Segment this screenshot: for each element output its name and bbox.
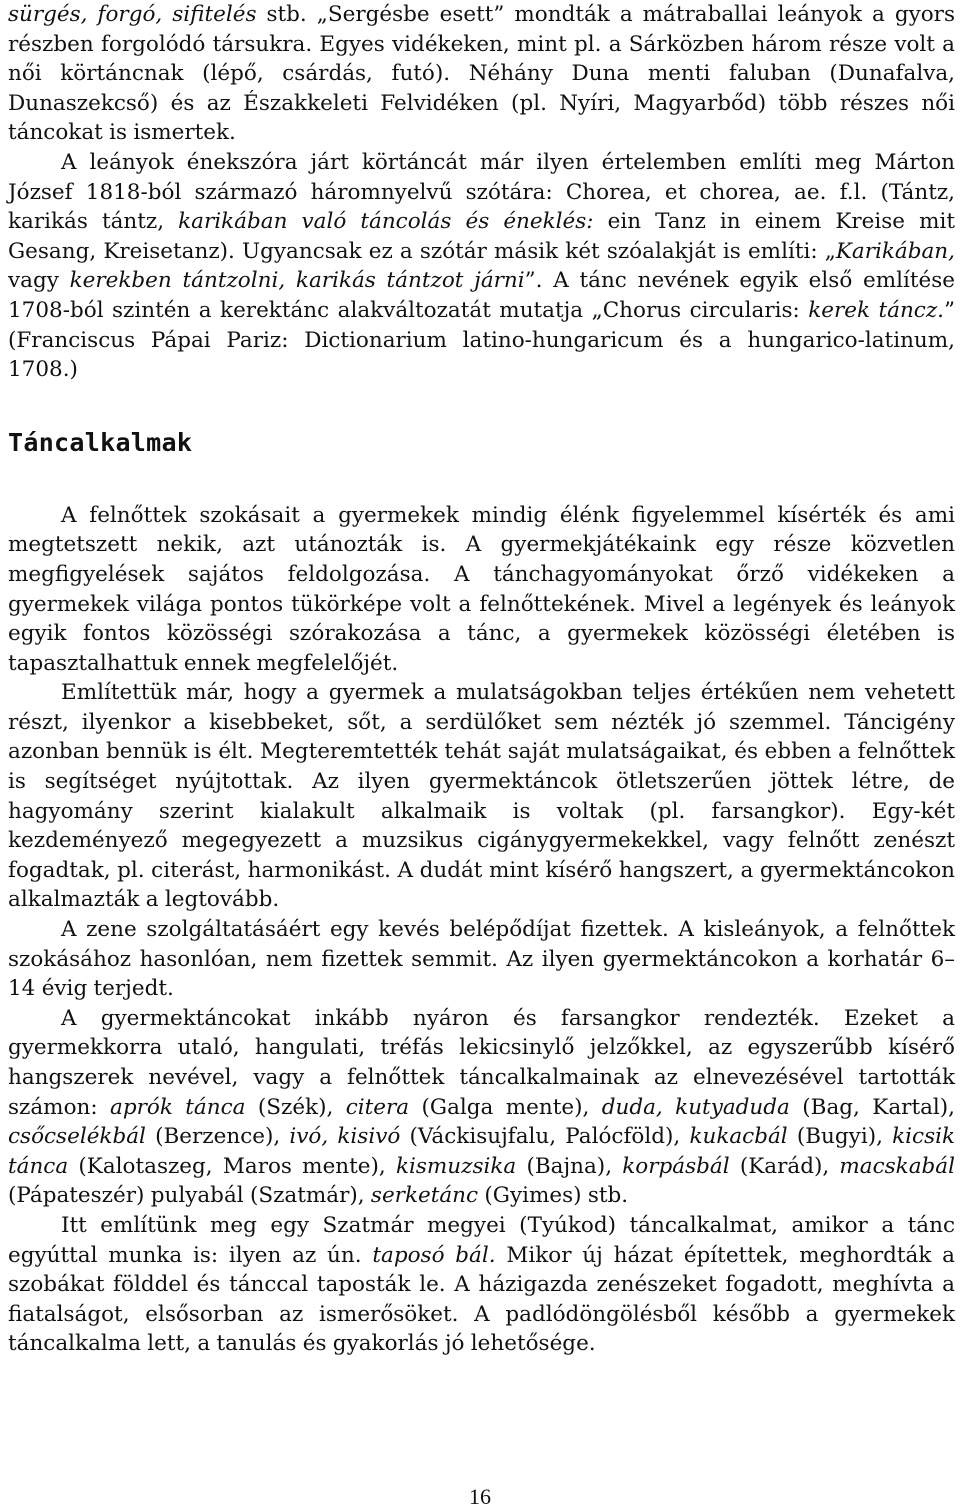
text-run: A zene szolgáltatásáért egy kevés belépődíjat fizettek. A kisleányok, a felnőttek szokásához hasonlóan, nem fizettek semmit. Az ilyen gyermektáncokon a korhatár 6–14 évig terjedt.	[8, 917, 955, 1002]
italic-text-run: korpásbál	[622, 1153, 730, 1179]
italic-text-run: ivó, kisivó	[289, 1124, 401, 1150]
text-run: (Szék),	[245, 1094, 346, 1120]
text-run: Itt említünk meg egy Szatmár megyei (Tyúkod) táncalkalmat, amikor a tánc egyúttal munka is: ilyen az ún.	[8, 1212, 955, 1268]
text-run: (Váckisujfalu, Palócföld),	[400, 1124, 690, 1150]
italic-text-run: karikában való táncolás és éneklés:	[178, 209, 594, 235]
italic-text-run: duda, kutyaduda	[601, 1094, 790, 1120]
italic-text-run: aprók tánca	[110, 1094, 246, 1120]
text-run: (Kalotaszeg, Maros mente),	[68, 1153, 396, 1179]
section-heading: Táncalkalmak	[8, 427, 193, 457]
text-run: Említettük már, hogy a gyermek a mulatságokban teljes értékűen nem vehetett részt, ilyenkor a kisebbeket, sőt, a serdülőket sem nézték jó szemmel. Táncigény azonban bennük is élt. Megteremtették tehát saját mulatságaikat, és ebben a felnőttek is segítséget nyújtottak. Az ilyen gyermektáncok ötletszerűen jöttek létre, de hagyomány szerint kialakult alkalmaik is voltak (pl. farsangkor). Egy-két kezdeményező megegyezett a muzsikus cigánygyermekekkel, vagy felnőtt zenészt fogadtak, pl. citerást, harmonikást. A dudát mint kísérő hangszert, a gyermektáncokon alkalmazták a legtovább.	[8, 680, 955, 913]
italic-text-run: sürgés, forgó, sifitelés	[8, 2, 257, 27]
text-run: (Galga mente),	[409, 1094, 602, 1120]
text-run: stb. „Sergésbe esett” mondták a mátraballai leányok a gyors részben forgolódó társukra. Egyes vidékeken, mint pl. a Sárközben három része volt a női körtáncnak (lépő, csárdás, futó). Néhány Duna menti faluban (Dunafalva, Dunaszekcső) és az Északkeleti Felvidéken (pl. Nyíri, Magyarbőd) több részes női táncokat is ismertek.	[8, 2, 955, 146]
text-run: vagy	[8, 268, 70, 294]
document-page	[8, 0, 955, 1359]
italic-text-run: kismuzsika	[395, 1153, 517, 1179]
text-run: (Karád),	[729, 1153, 840, 1179]
text-run: (Bajna),	[516, 1153, 623, 1179]
text-run: A leányok énekszóra járt körtáncát már ilyen értelemben említi meg Márton József 1818-ból származó háromnyelvű szótára: Chorea, et chorea, ae. f.l. (Tántz, karikás tántz,	[8, 149, 955, 235]
paragraph-body-2	[8, 678, 955, 915]
heading-spacer	[8, 461, 955, 501]
paragraph-body-5	[8, 1211, 955, 1359]
text-run: ” (Franciscus Pápai Pariz: Dictionarium latino-hungaricum és a hungarico-latinum, 1708.)	[8, 297, 955, 383]
italic-text-run: kerek táncz.	[808, 297, 944, 323]
italic-text-run: kerekben tántzolni, karikás tántzot járni	[69, 268, 525, 294]
paragraph-intro-1	[8, 0, 955, 148]
text-run: (Bugyi),	[787, 1124, 893, 1150]
text-run: (Gyimes) stb.	[478, 1183, 629, 1209]
paragraph-body-3	[8, 915, 955, 1004]
text-run: Mikor új házat építettek, meghordták a szobákat földdel és tánccal taposták le. A házigazda zenészeket fogadott, meghívta a fiatalságot, elsősorban az ismerősöket. A padlódöngölésből később a gyermekek táncalkalma lett, a tanulás és gyakorlás jó lehetősége.	[8, 1242, 955, 1357]
italic-text-run: macskabál	[839, 1153, 955, 1179]
italic-text-run: taposó bál.	[372, 1242, 496, 1268]
italic-text-run: kicsik tánca	[8, 1124, 956, 1179]
italic-text-run: kukacbál	[689, 1124, 788, 1150]
italic-text-run: citera	[345, 1094, 410, 1120]
text-run: (Bag, Kartal),	[789, 1094, 956, 1120]
italic-text-run: serketánc	[370, 1183, 479, 1209]
text-run: A felnőttek szokásait a gyermekek mindig élénk figyelemmel kísérték és ami megtetszett nekik, azt utánozták is. A gyermekjátékaink egy része közvetlen megfigyelések sajátos feldolgozása. A tánchagyományokat őrző vidékeken a gyermekek világa pontos tükörképe volt a felnőttekének. Mivel a legények és leányok egyik fontos közösségi szórakozása a tánc, a gyermekek közösségi életében is tapasztalhattuk ennek megfelelőjét.	[8, 502, 955, 676]
text-run: (Pápateszér) pulyabál (Szatmár),	[8, 1183, 371, 1209]
text-run: A gyermektáncokat inkább nyáron és farsangkor rendezték. Ezeket a gyermekkorra utaló, hangulati, tréfás lekicsinylő jelzőkkel, az egyszerűbb kísérő hangszerek nevével, vagy a felnőttek táncalkalmainak az elnevezésével tartották számon:	[8, 1005, 955, 1120]
italic-text-run: Karikában,	[835, 238, 955, 264]
paragraph-body-1	[8, 501, 955, 679]
text-run: ”. A tánc nevének egyik első említése 1708-ból szintén a kerektánc alakváltozatát mutatja „Chorus circularis:	[8, 268, 955, 323]
italic-text-run: csőcselékbál	[8, 1124, 146, 1150]
paragraph-body-4	[8, 1004, 955, 1211]
text-run: ein Tanz in einem Kreise mit Gesang, Kreisetanz). Ugyancsak ez a szótár másik két szóalakját is említi: „	[8, 209, 956, 264]
paragraph-intro-2	[8, 148, 955, 385]
page-number: 16	[469, 1484, 491, 1509]
text-run: (Berzence),	[145, 1124, 290, 1150]
